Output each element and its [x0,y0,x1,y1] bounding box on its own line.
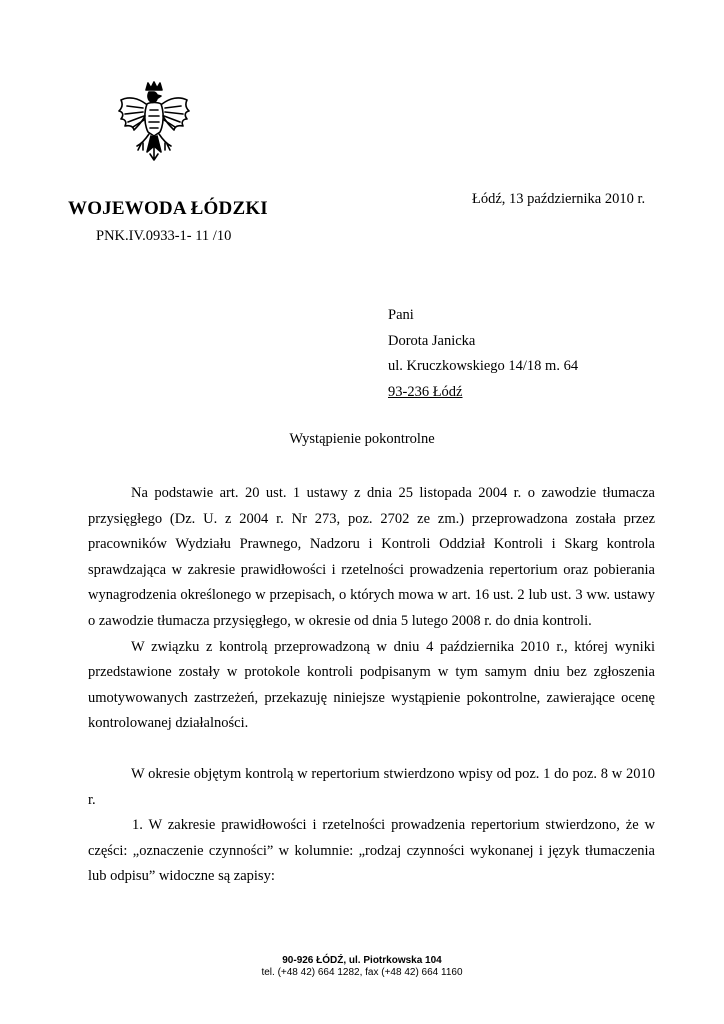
recipient-address [388,303,578,405]
white-eagle-emblem-icon [113,80,195,170]
reference-number: PNK.IV.0933-1- 11 /10 [96,228,232,244]
page-footer [0,955,724,979]
body-paragraph: W okresie objętym kontrolą w repertorium stwierdzono wpisy od poz. 1 do poz. 8 w 2010 r. [88,765,655,808]
footer-contact: tel. (+48 42) 664 1282, fax (+48 42) 664 1160 [261,967,463,978]
body-paragraph: W związku z kontrolą przeprowadzoną w dniu 4 października 2010 r., której wyniki przedstawione zostały w protokole kontroli podpisanym w tym samym dniu bez zgłoszenia umotywowanych zastrzeżeń, przekazuję niniejsze wystąpienie pokontrolne, zawierające ocenę kontrolowanej działalności. [88,638,655,732]
footer-address: 90-926 ŁÓDŹ, ul. Piotrkowska 104 [282,955,442,966]
authority-name: WOJEWODA ŁÓDZKI [68,198,268,219]
recipient-street: ul. Kruczkowskiego 14/18 m. 64 [388,358,579,374]
recipient-city: 93-236 Łódź [388,383,463,400]
body-paragraph: Na podstawie art. 20 ust. 1 ustawy z dnia 25 listopada 2004 r. o zawodzie tłumacza przysięgłego (Dz. U. z 2004 r. Nr 273, poz. 2702 ze zm.) przeprowadzona została przez pracowników Wydziału Prawnego, Nadzoru i Kontroli Oddział Kontroli i Skarg kontrola sprawdzająca w zakresie prawidłowości i rzetelności prowadzenia repertorium oraz pobierania wynagrodzenia określonego w przepisach, o których mowa w art. 16 ust. 2 lub ust. 3 ww. ustawy o zawodzie tłumacza przysięgłego, w okresie od dnia 5 lutego 2008 r. do dnia kontroli. [88,485,655,629]
letter-body [88,481,655,890]
recipient-name: Dorota Janicka [388,332,476,349]
letter-subject: Wystąpienie pokontrolne [289,431,435,447]
letter-date: Łódź, 13 października 2010 r. [472,191,646,207]
body-paragraph: 1. W zakresie prawidłowości i rzetelności prowadzenia repertorium stwierdzono, że w części: „oznaczenie czynności” w kolumnie: „rodzaj czynności wykonanej i język tłumaczenia lub odpisu” widoczne są zapisy: [88,817,655,885]
recipient-salutation: Pani [388,307,414,323]
